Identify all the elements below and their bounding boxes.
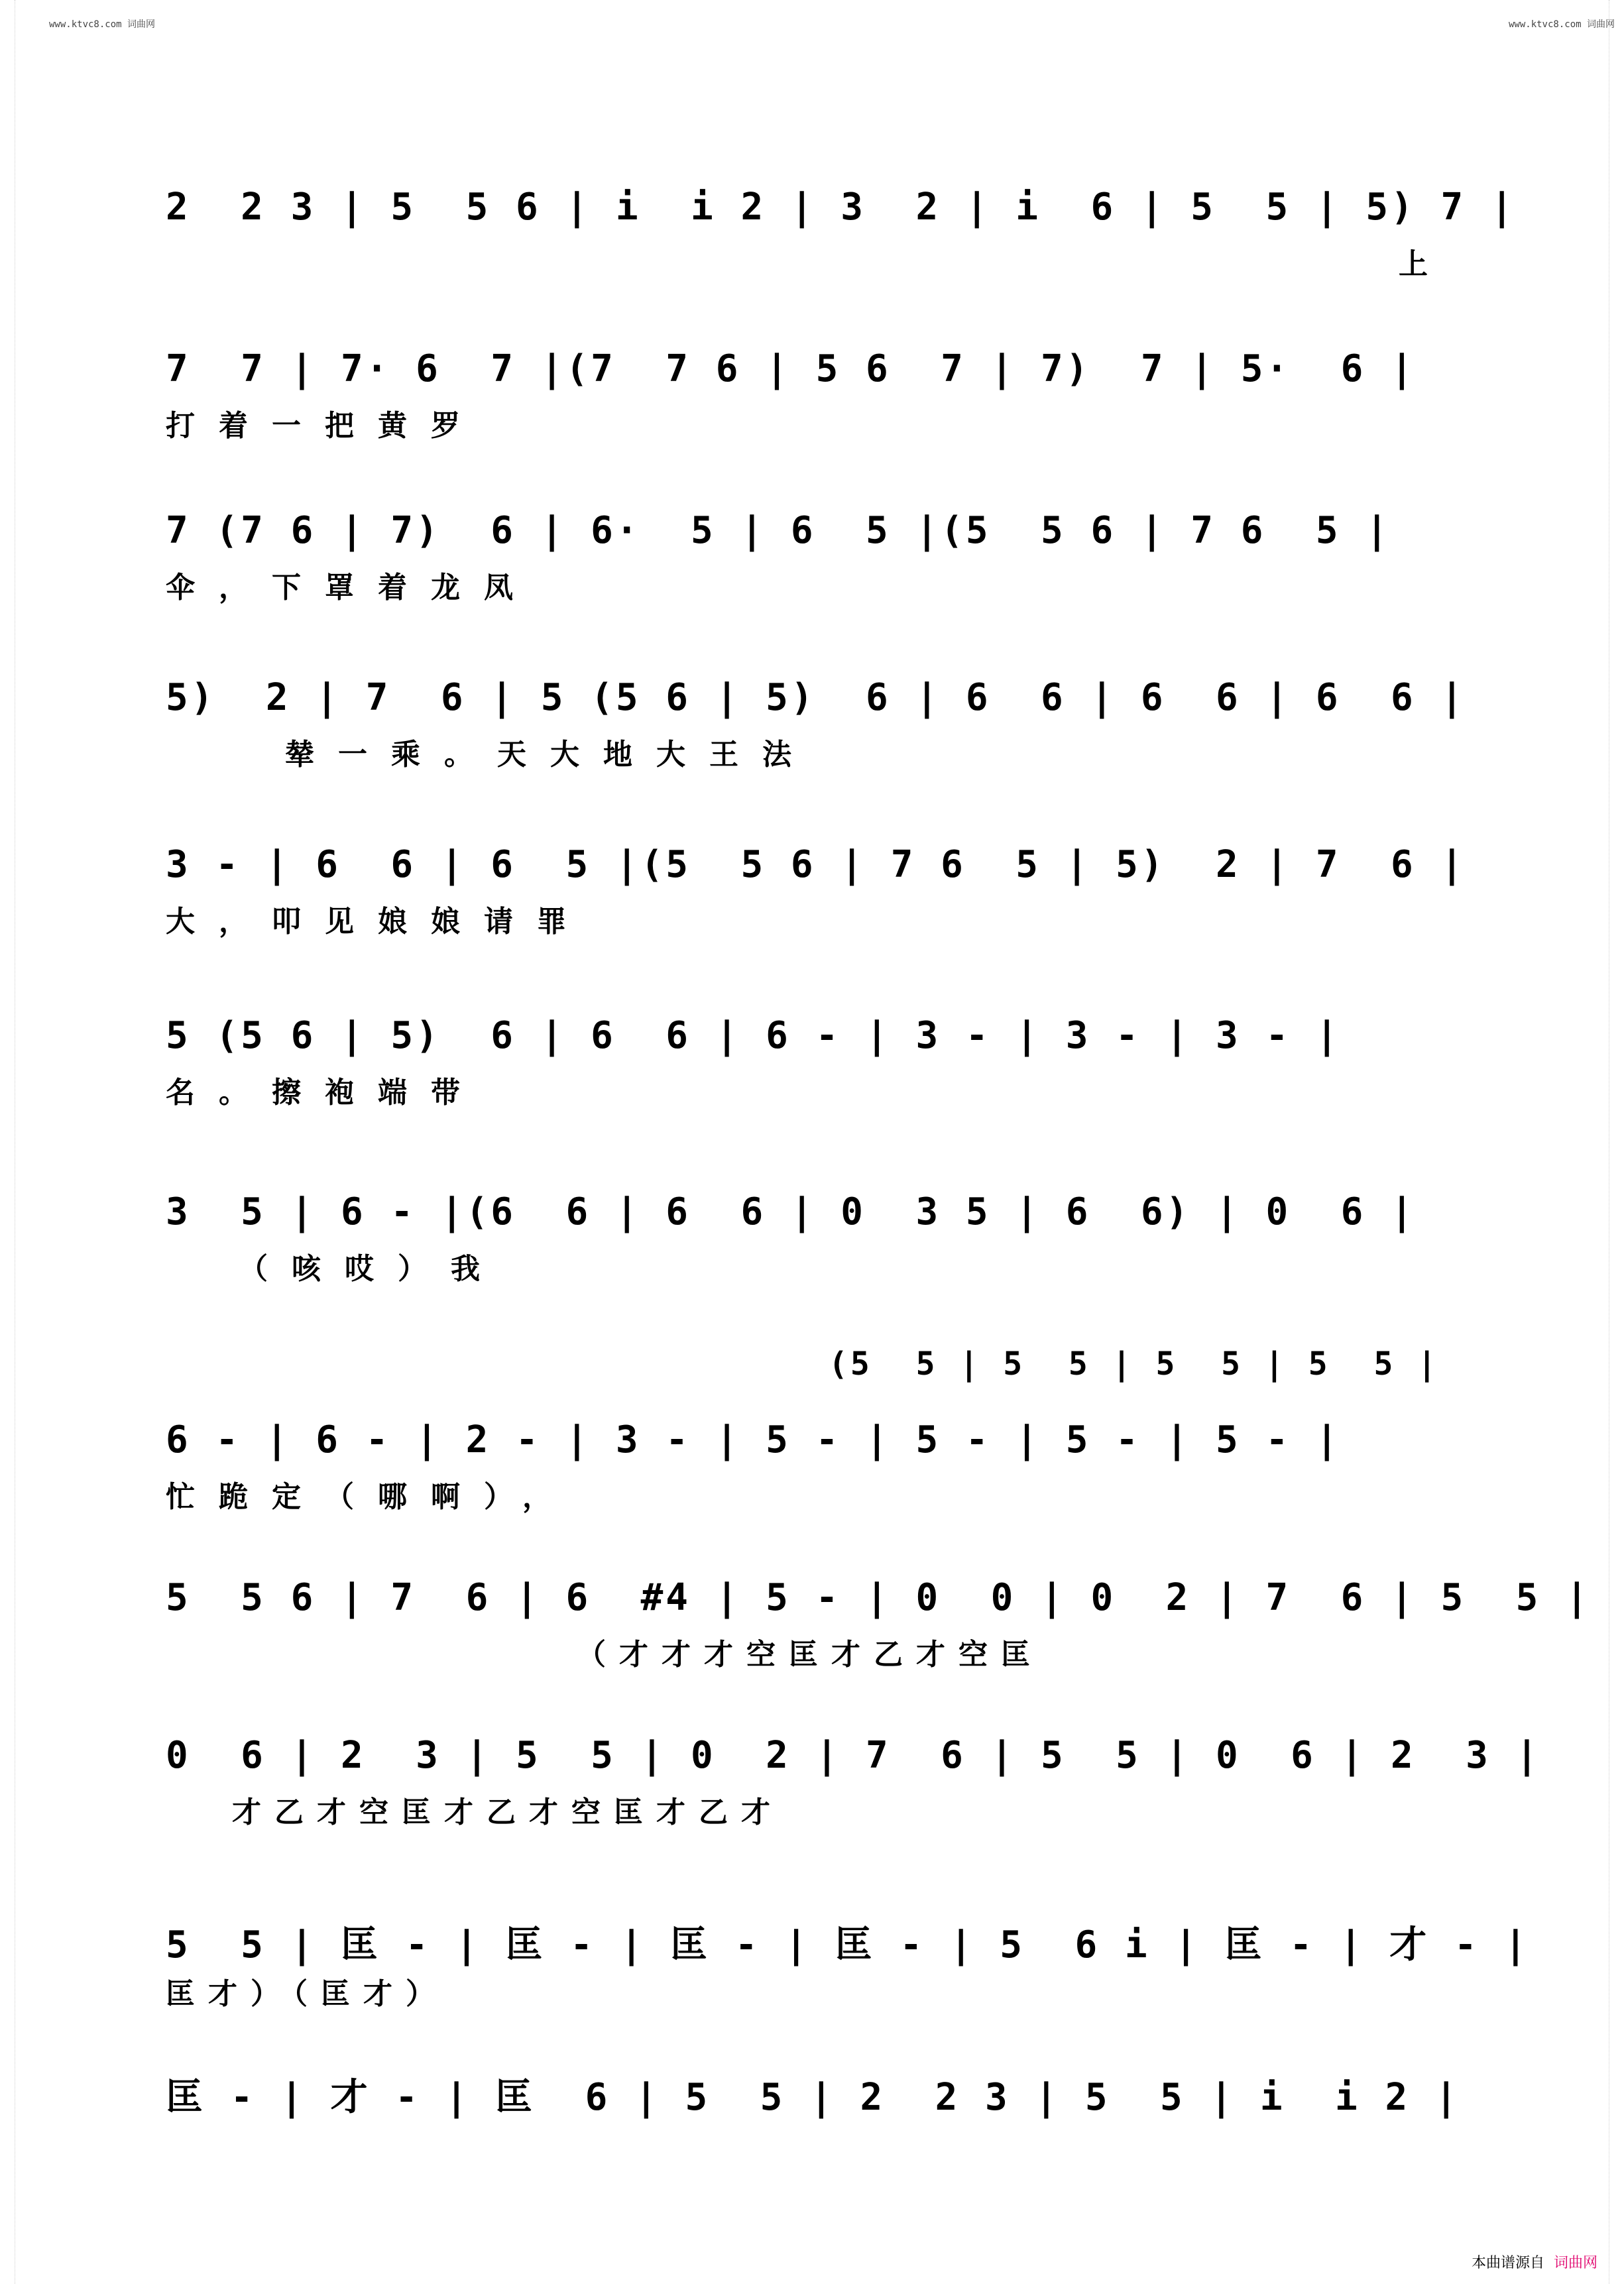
percussion-syllables: 匡才）（匡才） [166, 1977, 448, 2011]
score-line-3 [166, 509, 1458, 615]
jianpu-notes: 7 (7 6 | 7) 6 | 6· 5 | 6 5 |(5 5 6 | 7 6 5 | [166, 509, 1391, 552]
percussion-syllables: 才乙才空匡才乙才空匡才乙才 [232, 1796, 783, 1829]
jianpu-notes: 3 5 | 6 - |(6 6 | 6 6 | 0 3 5 | 6 6) | 0 6 | [166, 1190, 1416, 1233]
lyrics: 上 [1399, 247, 1452, 281]
lyrics: 打着一把黄罗 [166, 409, 484, 443]
footer-text: 本曲谱源自 [1471, 2255, 1544, 2271]
score-line-6 [166, 1014, 1458, 1120]
score-line-5 [166, 843, 1466, 949]
jianpu-notes: 5 (5 6 | 5) 6 | 6 6 | 6 - | 3 - | 3 - | 3 - | [166, 1014, 1341, 1057]
jianpu-notes: 5) 2 | 7 6 | 5 (5 6 | 5) 6 | 6 6 | 6 6 | 6 6 | [166, 676, 1466, 719]
footer-brand: 词曲网 [1553, 2255, 1597, 2271]
site-header-right: www.ktvc8.com 词曲网 [1508, 19, 1615, 30]
right-margin-strip [1609, 0, 1624, 2284]
lyrics: 忙跪定（哪啊）， [166, 1480, 575, 1514]
upper-voice-notes: (5 5 | 5 5 | 5 5 | 5 5 | [829, 1345, 1440, 1383]
jianpu-notes: 6 - | 6 - | 2 - | 3 - | 5 - | 5 - | 5 - | 5 - | [166, 1418, 1341, 1461]
score-line-9 [166, 1576, 1591, 1682]
lyrics: 伞，下罩着龙凤 [166, 571, 537, 604]
jianpu-notes: 匡 - | 才 - | 匡 6 | 5 5 | 2 2 3 | 5 5 | i i 2 | [166, 2076, 1460, 2119]
jianpu-notes: 5 5 6 | 7 6 | 6 #4 | 5 - | 0 0 | 0 2 | 7 6 | 5 5 | [166, 1576, 1591, 1619]
score-line-2 [166, 347, 1458, 453]
score-line-7 [166, 1190, 1458, 1296]
left-margin-strip [0, 0, 15, 2284]
score-line-10 [166, 1734, 1541, 1840]
score-line-12 [166, 2068, 1458, 2174]
lyrics: （咳哎）我 [239, 1252, 504, 1286]
lyrics: 辇一乘。天大地大王法 [285, 738, 815, 771]
score-line-4 [166, 676, 1466, 782]
lyrics: 大，叩见娘娘请罪 [166, 905, 590, 939]
jianpu-notes: 5 5 | 匡 - | 匡 - | 匡 - | 匡 - | 5 6 i | 匡 - | 才 - | [166, 1923, 1530, 1967]
site-header-left: www.ktvc8.com 词曲网 [49, 19, 156, 30]
score-line-11 [166, 1915, 1530, 2022]
score-line-8 [166, 1345, 1458, 1524]
source-footer [1472, 2252, 1597, 2272]
jianpu-notes: 2 2 3 | 5 5 6 | i i 2 | 3 2 | i 6 | 5 5 | 5) 7 | [166, 186, 1516, 229]
jianpu-notes: 7 7 | 7· 6 7 |(7 7 6 | 5 6 7 | 7) 7 | 5· 6 | [166, 347, 1416, 390]
jianpu-notes: 0 6 | 2 3 | 5 5 | 0 2 | 7 6 | 5 5 | 0 6 | 2 3 | [166, 1734, 1541, 1777]
jianpu-notes: 3 - | 6 6 | 6 5 |(5 5 6 | 7 6 5 | 5) 2 | 7 6 | [166, 843, 1466, 886]
lyrics: 名。擦袍端带 [166, 1076, 484, 1110]
score-line-1 [166, 186, 1516, 292]
percussion-syllables: （才才才空匡才乙才空匡 [577, 1638, 1043, 1672]
